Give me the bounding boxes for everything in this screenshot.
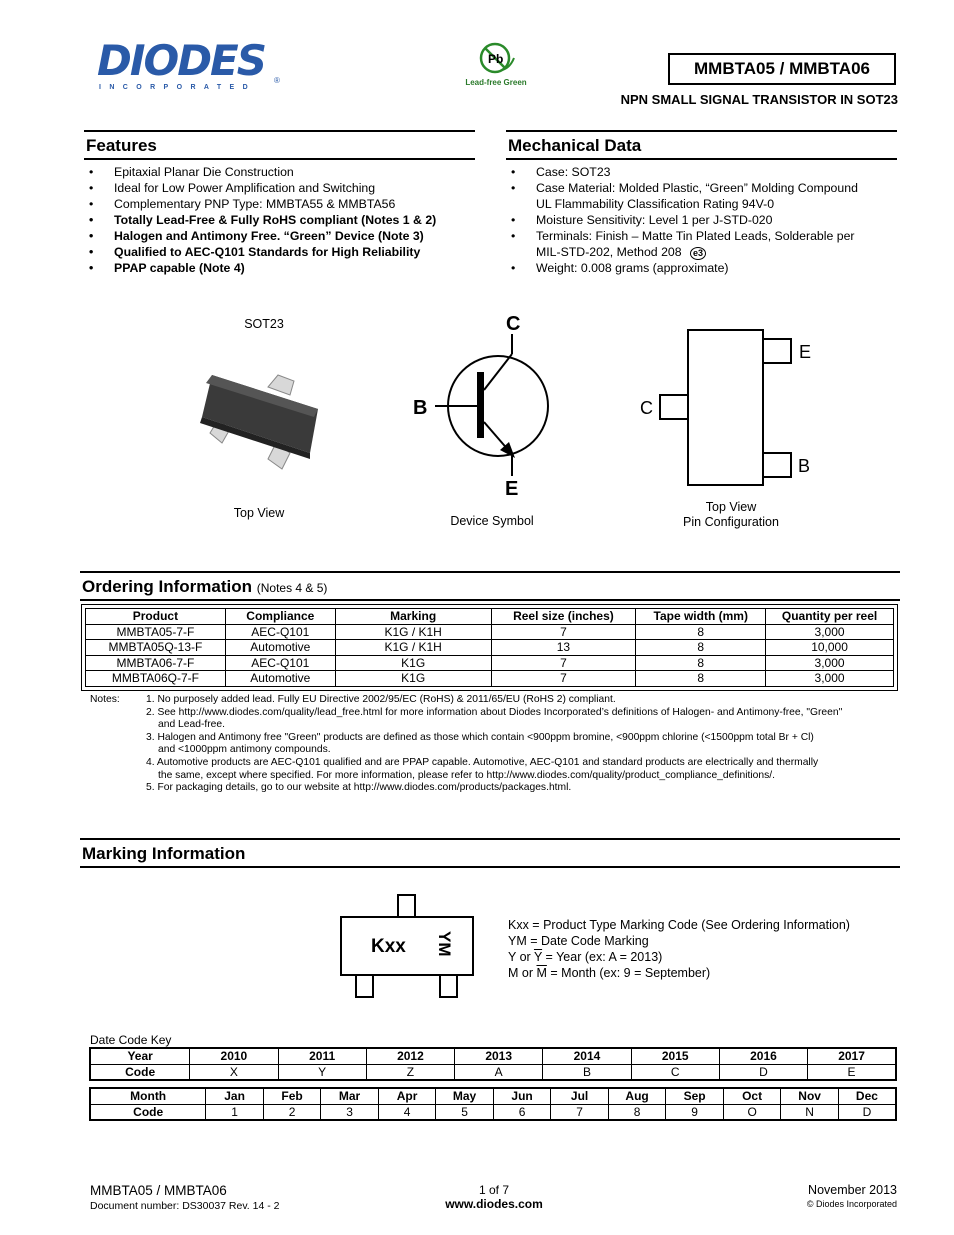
table-cell: AEC-Q101 <box>225 655 335 671</box>
year-cell: 2015 <box>631 1048 719 1064</box>
notes-block <box>90 694 900 795</box>
table-cell: 8 <box>636 624 766 640</box>
lead-free-label: Lead-free Green <box>465 78 527 87</box>
pin-e-label: E <box>799 342 812 362</box>
year-code-cell: Z <box>366 1064 454 1080</box>
pin-caption-2: Pin Configuration <box>683 515 779 529</box>
month-cell: Oct <box>723 1088 781 1104</box>
month-cell: Jul <box>551 1088 609 1104</box>
table-row <box>86 624 894 640</box>
column-header: Quantity per reel <box>766 609 894 625</box>
year-code-cell: Y <box>278 1064 366 1080</box>
registered-mark: ® <box>274 76 280 85</box>
footer-website-link[interactable]: www.diodes.com <box>445 1197 543 1211</box>
month-code-table <box>89 1087 897 1121</box>
package-label: SOT23 <box>244 317 284 331</box>
year-code-cell: A <box>455 1064 543 1080</box>
pb-badge-text: Pb <box>488 52 504 66</box>
legend-line: Kxx = Product Type Marking Code (See Ordering Information) <box>508 918 850 932</box>
feature-item: • Epitaxial Planar Die Construction <box>86 164 476 180</box>
column-header: Reel size (inches) <box>491 609 636 625</box>
table-cell: K1G / K1H <box>335 624 491 640</box>
table-cell: Automotive <box>225 671 335 687</box>
chip-product-code: Kxx <box>371 936 406 957</box>
feature-item: • Totally Lead-Free & Fully RoHS compliant (Notes 1 & 2) <box>86 212 476 228</box>
diodes-logo: DIODES <box>97 36 265 85</box>
month-code-cell: 5 <box>436 1104 494 1120</box>
table-cell: 3,000 <box>766 671 894 687</box>
table-cell: MMBTA06-7-F <box>86 655 226 671</box>
chip-date-code: YM <box>435 931 454 957</box>
marking-chip-diagram <box>338 893 478 1001</box>
table-cell: 3,000 <box>766 655 894 671</box>
year-cell: 2011 <box>278 1048 366 1064</box>
note-line: and <1000ppm antimony compounds. <box>158 744 331 756</box>
month-code-cell: 3 <box>321 1104 379 1120</box>
column-header: Compliance <box>225 609 335 625</box>
feature-item: • Halogen and Antimony Free. “Green” Device (Note 3) <box>86 228 476 244</box>
column-header: Marking <box>335 609 491 625</box>
table-cell: AEC-Q101 <box>225 624 335 640</box>
base-label: B <box>413 397 428 419</box>
note-line: the same, except where specified. For more information, please refer to http://www.diodes.com/quality/product_compliance_definitions/. <box>158 769 775 781</box>
table-cell: MMBTA06Q-7-F <box>86 671 226 687</box>
note-line: 1. No purposely added lead. Fully EU Directive 2002/95/EC (RoHS) & 2011/65/EU (RoHS 2) compliant. <box>146 694 616 705</box>
month-code-cell: 7 <box>551 1104 609 1120</box>
table-row <box>86 671 894 687</box>
year-code-cell: B <box>543 1064 631 1080</box>
ordering-table-frame <box>81 604 898 691</box>
feature-item: • Complementary PNP Type: MMBTA55 & MMBTA56 <box>86 196 476 212</box>
note-line: and Lead-free. <box>158 719 225 731</box>
feature-item: • Qualified to AEC-Q101 Standards for High Reliability <box>86 244 476 260</box>
year-code-cell: C <box>631 1064 719 1080</box>
month-code-cell: 6 <box>493 1104 551 1120</box>
month-label: Month <box>90 1088 206 1104</box>
mechanical-item: • Moisture Sensitivity: Level 1 per J-STD-020 <box>508 212 898 228</box>
ordering-title-note: (Notes 4 & 5) <box>256 581 328 595</box>
legend-month: M or $\overline{M}$ = Month (ex: 9 = September) <box>508 966 711 980</box>
e3-icon: e3 <box>690 247 706 260</box>
month-code-cell: O <box>723 1104 781 1120</box>
pin-b-label: B <box>798 456 811 476</box>
ordering-heading: Ordering Information (Notes 4 & 5) <box>80 571 900 601</box>
month-cell: Jan <box>206 1088 264 1104</box>
table-cell: 8 <box>636 655 766 671</box>
note-line: 2. See http://www.diodes.com/quality/lead_free.html for more information about Diodes Incorporated’s definitions of Halogen- and Antimony-free, "Green" <box>146 706 843 718</box>
year-code-cell: D <box>719 1064 807 1080</box>
symbol-caption: Device Symbol <box>450 514 534 528</box>
year-cell: 2012 <box>366 1048 454 1064</box>
emitter-label: E <box>505 478 519 500</box>
table-cell: K1G <box>335 655 491 671</box>
npn-device-symbol <box>405 310 565 500</box>
month-code-cell: 1 <box>206 1104 264 1120</box>
month-cell: Feb <box>263 1088 321 1104</box>
month-cell: May <box>436 1088 494 1104</box>
month-cell: Jun <box>493 1088 551 1104</box>
footer-doc-number: Document number: DS30037 Rev. 14 - 2 <box>90 1200 280 1212</box>
year-code-cell: E <box>808 1064 896 1080</box>
table-cell: 7 <box>491 624 636 640</box>
footer-part: MMBTA05 / MMBTA06 <box>90 1183 227 1198</box>
legend-line: YM = Date Code Marking <box>508 934 649 948</box>
table-cell: 8 <box>636 640 766 656</box>
table-cell: 7 <box>491 655 636 671</box>
feature-item: • Ideal for Low Power Amplification and Switching <box>86 180 476 196</box>
mechanical-item: • Case Material: Molded Plastic, “Green” Molding Compound UL Flammability Classification Rating 94V-0 <box>508 180 898 212</box>
table-cell: K1G <box>335 671 491 687</box>
pin-caption-1: Top View <box>705 500 757 514</box>
year-code-cell: X <box>190 1064 278 1080</box>
table-cell: 3,000 <box>766 624 894 640</box>
table-cell: K1G / K1H <box>335 640 491 656</box>
code-label: Code <box>90 1064 190 1080</box>
month-code-cell: 9 <box>666 1104 724 1120</box>
logo-subtitle: INCORPORATED <box>99 84 257 91</box>
ordering-table <box>85 608 894 687</box>
month-cell: Sep <box>666 1088 724 1104</box>
note-line: 3. Halogen and Antimony free "Green" products are defined as those which contain <900ppm bromine, <900ppm chlorine (<1500ppm total Br + Cl) <box>146 731 814 743</box>
month-cell: Apr <box>378 1088 436 1104</box>
year-cell: 2017 <box>808 1048 896 1064</box>
sot23-package-image <box>190 365 330 480</box>
date-code-key-title: Date Code Key <box>90 1033 172 1047</box>
collector-label: C <box>506 313 521 335</box>
code-label: Code <box>90 1104 206 1120</box>
year-cell: 2010 <box>190 1048 278 1064</box>
table-cell: 7 <box>491 671 636 687</box>
column-header: Product <box>86 609 226 625</box>
month-cell: Nov <box>781 1088 839 1104</box>
pin-configuration-diagram <box>630 325 820 495</box>
features-list <box>86 164 476 276</box>
marking-legend <box>508 917 850 981</box>
mechanical-list <box>508 164 898 276</box>
footer-page: 1 of 7 <box>478 1183 510 1197</box>
year-label: Year <box>90 1048 190 1064</box>
marking-heading: Marking Information <box>80 838 900 868</box>
pin-c-label: C <box>640 398 653 418</box>
month-cell: Dec <box>838 1088 896 1104</box>
part-number-box: MMBTA05 / MMBTA06 <box>668 53 896 85</box>
year-cell: 2016 <box>719 1048 807 1064</box>
table-cell: 10,000 <box>766 640 894 656</box>
table-cell: 8 <box>636 671 766 687</box>
footer-date: November 2013 <box>808 1183 897 1197</box>
note-line: 5. For packaging details, go to our website at http://www.diodes.com/products/packages.html. <box>146 782 572 794</box>
month-code-cell: D <box>838 1104 896 1120</box>
table-row <box>86 655 894 671</box>
column-header: Tape width (mm) <box>636 609 766 625</box>
note-line: 4. Automotive products are AEC-Q101 qualified and are PPAP capable. Automotive, AEC-Q101 and standard products are electrically and thermally <box>146 756 819 768</box>
year-cell: 2014 <box>543 1048 631 1064</box>
table-row <box>86 640 894 656</box>
package-caption: Top View <box>233 506 285 520</box>
month-cell: Mar <box>321 1088 379 1104</box>
table-cell: MMBTA05-7-F <box>86 624 226 640</box>
legend-year: Y or $\overline{Y}$ = Year (ex: A = 2013) <box>508 950 663 964</box>
table-cell: 13 <box>491 640 636 656</box>
month-cell: Aug <box>608 1088 666 1104</box>
page-subtitle: NPN SMALL SIGNAL TRANSISTOR IN SOT23 <box>620 92 898 107</box>
month-code-cell: 8 <box>608 1104 666 1120</box>
year-code-table <box>89 1047 897 1081</box>
year-cell: 2013 <box>455 1048 543 1064</box>
features-heading: Features <box>84 130 475 160</box>
table-cell: Automotive <box>225 640 335 656</box>
footer-copyright: © Diodes Incorporated <box>806 1199 897 1209</box>
notes-label: Notes: <box>90 694 120 705</box>
feature-item: • PPAP capable (Note 4) <box>86 260 476 276</box>
mechanical-item: • Case: SOT23 <box>508 164 898 180</box>
table-cell: MMBTA05Q-13-F <box>86 640 226 656</box>
mechanical-heading: Mechanical Data <box>506 130 897 160</box>
mechanical-item: • Terminals: Finish – Matte Tin Plated Leads, Solderable per MIL-STD-202, Method 208 e3 <box>508 228 898 260</box>
month-code-cell: 2 <box>263 1104 321 1120</box>
month-code-cell: N <box>781 1104 839 1120</box>
mechanical-item: • Weight: 0.008 grams (approximate) <box>508 260 898 276</box>
month-code-cell: 4 <box>378 1104 436 1120</box>
